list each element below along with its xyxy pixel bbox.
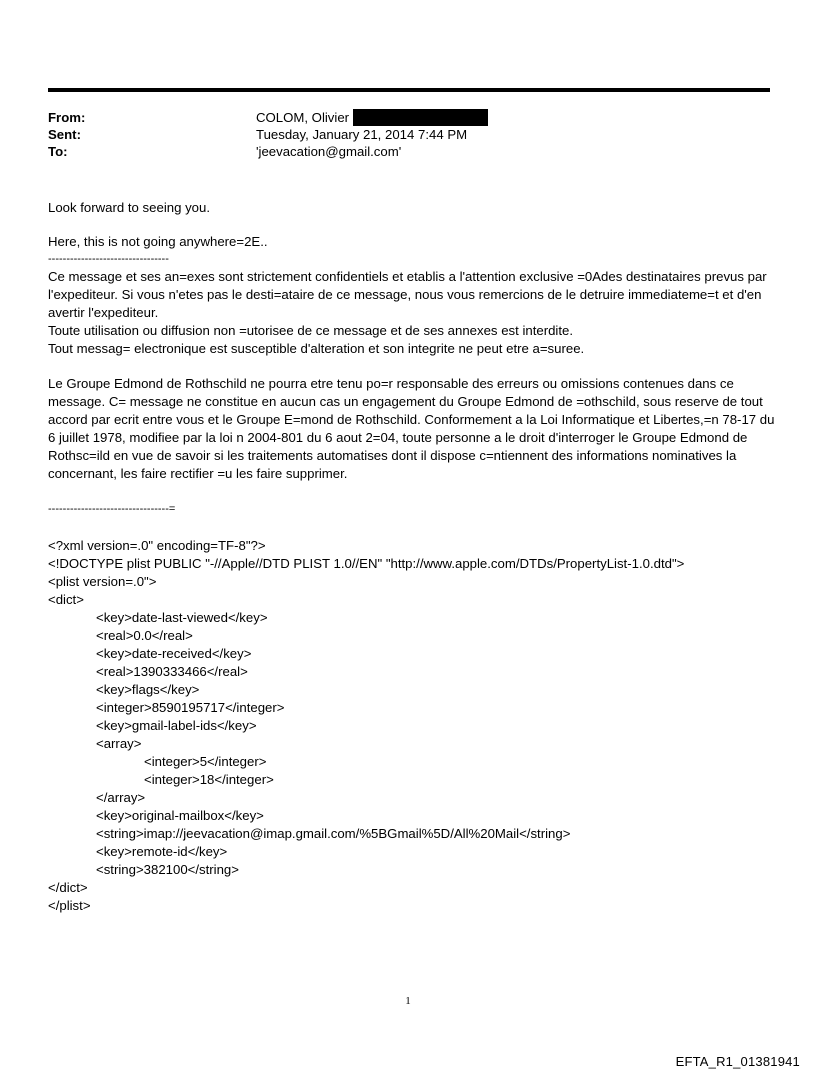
plist-line: <key>original-mailbox</key> [96, 808, 264, 823]
plist-line: <integer>8590195717</integer> [96, 700, 285, 715]
header-rule [48, 88, 770, 92]
from-label: From: [48, 110, 86, 125]
plist-line: <key>gmail-label-ids</key> [96, 718, 257, 733]
to-value: 'jeevacation@gmail.com' [256, 144, 402, 159]
sent-value: Tuesday, January 21, 2014 7:44 PM [256, 127, 468, 142]
plist-line: <real>1390333466</real> [96, 664, 248, 679]
plist-line: <string>382100</string> [96, 862, 239, 877]
plist-line: <plist version=.0"> [48, 574, 157, 589]
to-label: To: [48, 144, 68, 159]
disclaimer-french [48, 268, 778, 358]
greeting: Look forward to seeing you. [48, 200, 211, 215]
plist-line: <!DOCTYPE plist PUBLIC "-//Apple//DTD PLIST 1.0//EN" "http://www.apple.com/DTDs/PropertyList-1.0.dtd"> [48, 556, 685, 571]
sent-label: Sent: [48, 127, 81, 142]
separator-2: ---------------------------------= [48, 503, 176, 515]
plist-line: <key>date-received</key> [96, 646, 252, 661]
plist-line: </dict> [48, 880, 88, 895]
plist-line: <real>0.0</real> [96, 628, 193, 643]
plist-line: <key>remote-id</key> [96, 844, 228, 859]
disclaimer-group: Le Groupe Edmond de Rothschild ne pourra etre tenu po=r responsable des erreurs ou omissions contenues dans ce message. C= message ne constitue en aucun cas un engagement du Groupe Edmond de =othschild, sous reserve de tout accord par ecrit entre vous et le Groupe E=mond de Rothschild. Conformement a la Loi Informatique et Libertes,=n 78-17 du 6 juillet 1978, modifiee par la loi n 2004-801 du 6 aout 2=04, toute personne a le droit d'interroger le Groupe Edmond de Rothsc=ild en vue de savoir si les traitements automatises dont il dispose c=ntiennent des informations nominatives la concernant, les faire rectifier =u les faire supprimer. [48, 376, 775, 481]
from-value [256, 109, 488, 127]
plist-line: <key>flags</key> [96, 682, 200, 697]
disclaimer-paragraph: Ce message et ses an=exes sont strictement confidentiels et etablis a l'attention exclusive =0Ades destinataires prevus par l'expediteur. Si vous n'etes pas le desti=ataire de ce message, nous vous remercions de le detruire immediateme=t et d'en avertir l'expediteur. [48, 269, 767, 320]
plist-line: </array> [96, 790, 146, 805]
plist-line: </plist> [48, 898, 91, 913]
from-name: COLOM, Olivier [256, 110, 350, 125]
plist-line: <array> [96, 736, 142, 751]
body-line-2: Here, this is not going anywhere=2E.. [48, 234, 268, 249]
separator-1: --------------------------------- [48, 253, 169, 265]
plist-line: <dict> [48, 592, 84, 607]
redaction-block [353, 109, 488, 126]
plist-line: <key>date-last-viewed</key> [96, 610, 268, 625]
document-id: EFTA_R1_01381941 [675, 1054, 800, 1069]
plist-line: <?xml version=.0" encoding=TF-8"?> [48, 538, 266, 553]
disclaimer-paragraph: Tout messag= electronique est susceptible d'alteration et son integrite ne peut etre a=suree. [48, 341, 585, 356]
plist-line: <string>imap://jeevacation@imap.gmail.com/%5BGmail%5D/All%20Mail</string> [96, 826, 571, 841]
disclaimer-paragraph: Toute utilisation ou diffusion non =utorisee de ce message et de ses annexes est interdite. [48, 323, 574, 338]
page-number: 1 [405, 995, 411, 1007]
plist-line: <integer>5</integer> [144, 754, 267, 769]
plist-line: <integer>18</integer> [144, 772, 274, 787]
